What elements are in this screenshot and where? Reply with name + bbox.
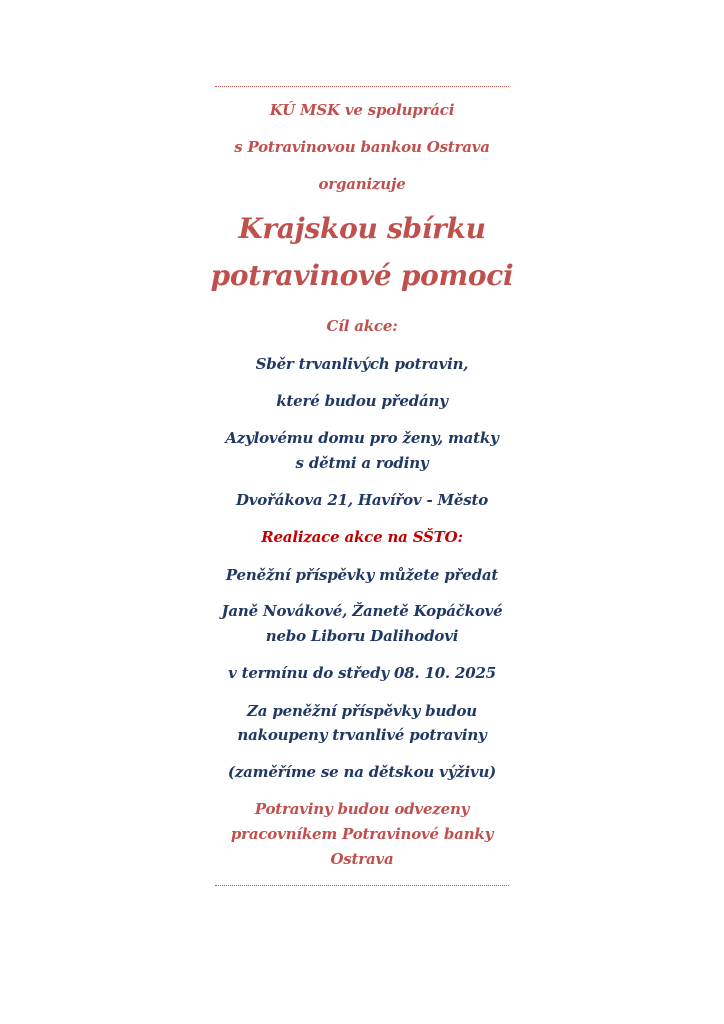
header-line-3: organizuje: [318, 175, 406, 193]
header-line-1: KÚ MSK ve spolupráci: [269, 101, 455, 119]
goal-heading: Cíl akce:: [326, 317, 398, 335]
footer-line-2: pracovníkem Potravinové banky: [230, 825, 494, 843]
realization-line-2: Janě Novákové, Žanetě Kopáčkové: [221, 602, 503, 620]
realization-line-1: Peněžní příspěvky můžete předat: [225, 566, 499, 584]
title-line-2: potravinové pomoci: [210, 259, 514, 292]
goal-line-4: s dětmi a rodiny: [295, 454, 429, 472]
realization-line-6: (zaměříme se na dětskou výživu): [227, 763, 497, 781]
realization-line-4: Za peněžní příspěvky budou: [247, 702, 477, 720]
title-line-1: Krajskou sbírku: [238, 212, 486, 245]
goal-line-3: Azylovému domu pro ženy, matky: [225, 429, 499, 447]
header-line-2: s Potravinovou bankou Ostrava: [234, 138, 490, 156]
realization-line-3: nebo Liboru Dalihodovi: [265, 627, 459, 645]
realization-deadline: v termínu do středy 08. 10. 2025: [228, 664, 496, 682]
footer-line-1: Potraviny budou odvezeny: [254, 800, 470, 818]
footer-line-3: Ostrava: [330, 850, 394, 868]
goal-address: Dvořákova 21, Havířov - Město: [235, 491, 489, 509]
goal-line-1: Sběr trvanlivých potravin,: [255, 355, 469, 373]
realization-heading: Realizace akce na SŠTO:: [261, 528, 463, 546]
goal-line-2: které budou předány: [276, 392, 448, 410]
bottom-dotted-divider: [215, 885, 509, 886]
top-dotted-divider: [215, 86, 509, 87]
realization-line-5: nakoupeny trvanlivé potraviny: [237, 726, 487, 744]
